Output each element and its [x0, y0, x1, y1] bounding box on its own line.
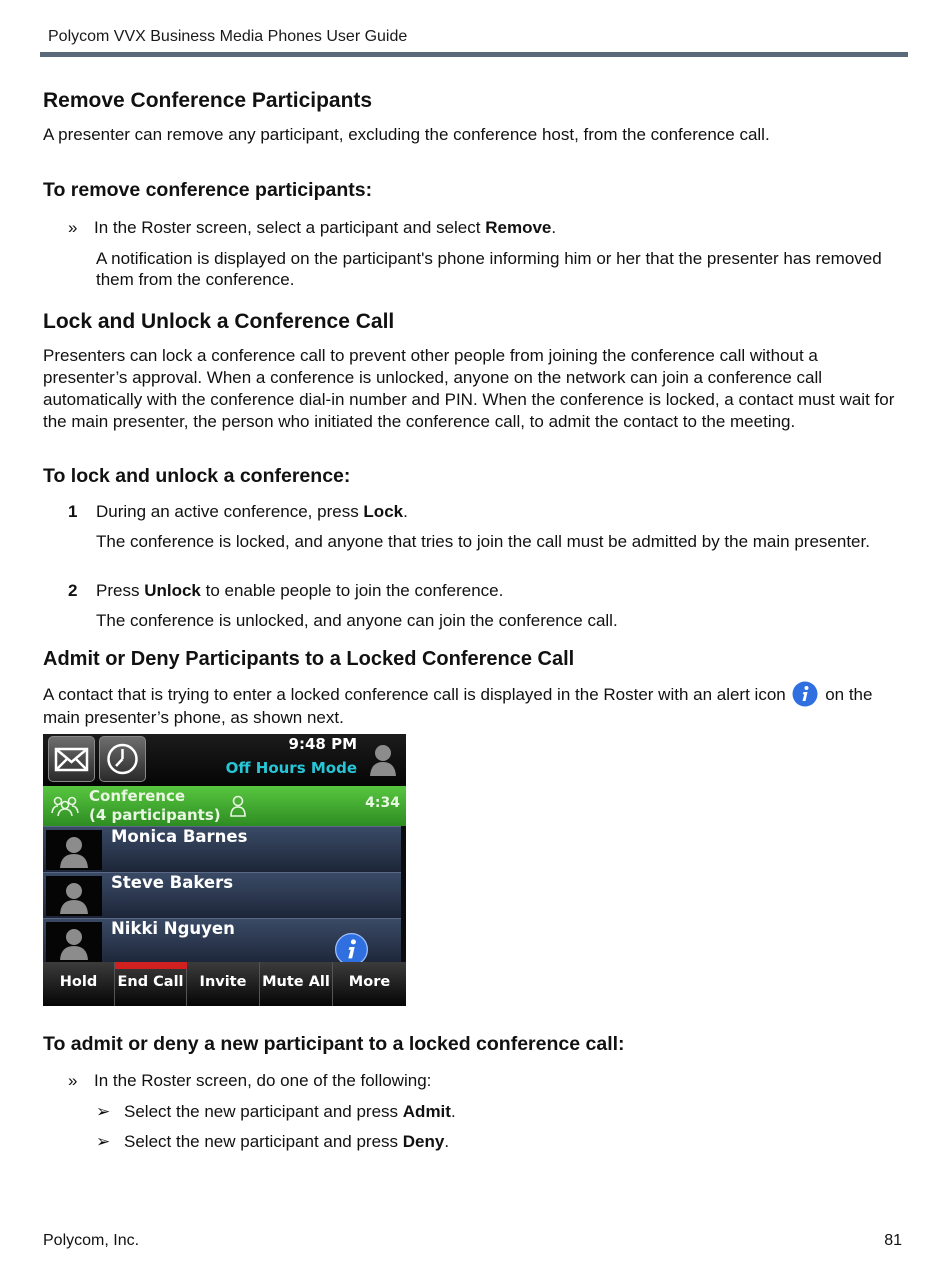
info-icon [792, 681, 818, 707]
bullet-marker: » [68, 1071, 78, 1090]
header-rule [40, 52, 908, 57]
unlock-step: Press Unlock to enable people to join the conference. [96, 581, 504, 600]
conference-bar[interactable] [43, 786, 406, 826]
participant-name: Monica Barnes [111, 827, 248, 846]
participant-name: Nikki Nguyen [111, 919, 235, 938]
paragraph-lock-intro: Presenters can lock a conference call to prevent other people from joining the conference call without a presenter’s approval. When a conference is unlocked, anyone on the network can join a conference call automatically with the conference dial-in number and PIN. When the conference is locked, a contact must wait for the main presenter, the person who initiated the conference call, to admit the contact to the meeting. [43, 346, 895, 431]
phone-screenshot [43, 734, 406, 1006]
lock-step: During an active conference, press Lock. [96, 502, 408, 521]
clock-icon[interactable] [99, 736, 146, 782]
bullet-marker: » [68, 218, 78, 237]
paragraph-admit-intro: A contact that is trying to enter a locked conference call is displayed in the Roster with an alert icon on the main presenter’s phone, as shown next. [43, 681, 907, 729]
lock-step-result: The conference is locked, and anyone that tries to join the call must be admitted by the main presenter. [96, 532, 870, 551]
page-number: 81 [884, 1232, 902, 1249]
footer-company: Polycom, Inc. [43, 1232, 140, 1249]
contact-avatar-icon [46, 922, 102, 962]
end-call-indicator [115, 962, 187, 969]
participant-row[interactable] [43, 872, 401, 918]
deny-option: Select the new participant and press Deny. [124, 1132, 450, 1151]
invite-softkey[interactable]: Invite [187, 962, 260, 1006]
person-icon [229, 794, 247, 822]
more-softkey[interactable]: More [348, 974, 391, 990]
participant-name: Steve Bakers [111, 873, 234, 892]
heading-lock-unlock: Lock and Unlock a Conference Call [43, 310, 395, 333]
arrow-bullet-icon: ➢ [96, 1132, 111, 1151]
mode-display: Off Hours Mode [225, 759, 357, 777]
paragraph-remove-intro: A presenter can remove any participant, excluding the conference host, from the conference call. [43, 125, 770, 144]
admit-step: In the Roster screen, do one of the following: [94, 1071, 432, 1090]
heading-admit-procedure: To admit or deny a new participant to a locked conference call: [43, 1033, 625, 1055]
remove-step-result: A notification is displayed on the participant's phone informing him or her that the presenter has removed them from the conference. [96, 249, 882, 289]
participants-icon [49, 793, 81, 821]
admit-option: Select the new participant and press Admit. [124, 1102, 456, 1121]
scrollbar[interactable] [401, 826, 406, 962]
running-header: Polycom VVX Business Media Phones User Guide [48, 28, 408, 45]
participant-row[interactable] [43, 826, 401, 872]
heading-admit-deny: Admit or Deny Participants to a Locked Conference Call [43, 648, 575, 670]
softkey-bar [43, 962, 406, 1006]
remove-step: In the Roster screen, select a participant and select Remove. [94, 218, 557, 237]
call-duration: 4:34 [365, 795, 400, 811]
time-display: 9:48 PM [288, 735, 357, 753]
contact-avatar-icon [46, 830, 102, 870]
heading-lock-procedure: To lock and unlock a conference: [43, 465, 351, 487]
hold-softkey[interactable]: Hold [43, 962, 115, 1006]
step-number: 2 [68, 581, 78, 600]
contact-avatar-icon [46, 876, 102, 916]
unlock-step-result: The conference is unlocked, and anyone can join the conference call. [96, 611, 618, 630]
messages-icon[interactable] [48, 736, 95, 782]
end-call-softkey[interactable]: End Call [115, 962, 187, 1006]
arrow-bullet-icon: ➢ [96, 1102, 111, 1121]
step-number: 1 [68, 502, 78, 521]
heading-remove-procedure: To remove conference participants: [43, 179, 373, 201]
status-bar [43, 734, 406, 786]
mute-all-softkey[interactable]: Mute All [260, 962, 333, 1006]
conference-title: Conference (4 participants) [89, 787, 221, 824]
heading-remove-participants: Remove Conference Participants [43, 89, 373, 112]
user-avatar-icon[interactable] [368, 742, 398, 778]
